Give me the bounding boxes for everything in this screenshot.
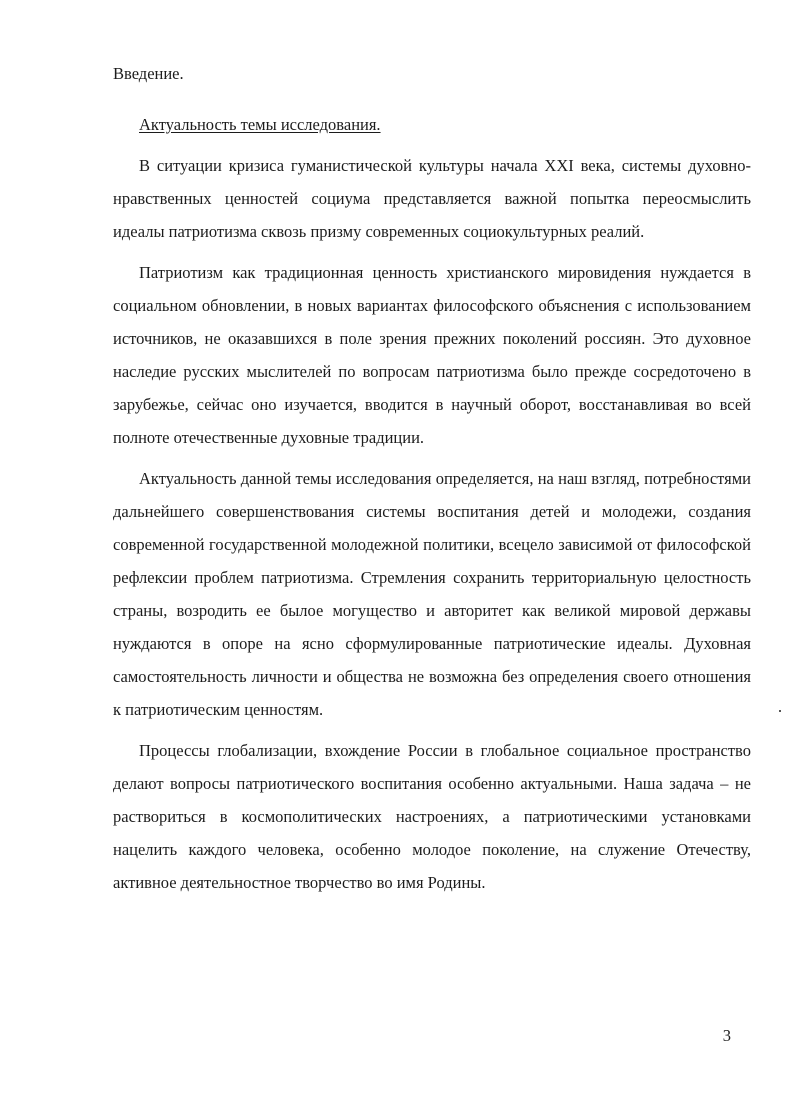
body-paragraph: Процессы глобализации, вхождение России в глобальное социальное пространство делают вопросы патриотического воспитания особенно актуальными. Наша задача – не раствориться в космополитических настроениях, а патриотическими установками нацелить каждого человека, особенно молодое поколение, на служение Отечеству, активное деятельностное творчество во имя Родины. [113,741,751,892]
page-number: 3 [722,1026,731,1045]
margin-mark [779,710,781,712]
subsection-heading: Актуальность темы исследования. [139,114,381,134]
body-paragraph: Патриотизм как традиционная ценность христианского мировидения нуждается в социальном обновлении, в новых вариантах философского объяснения с использованием источников, не оказавшихся в поле зрения прежних поколений россиян. Это духовное наследие русских мыслителей по вопросам патриотизма было прежде сосредоточено в зарубежье, сейчас оно изучается, вводится в научный оборот, восстанавливая во всей полноте отечественные духовные традиции. [113,263,751,447]
section-heading: Введение. [113,64,184,83]
body-paragraph: В ситуации кризиса гуманистической культуры начала XXI века, системы духовно-нравственных ценностей социума представляется важной попытка переосмыслить идеалы патриотизма сквозь призму современных социокультурных реалий. [113,156,751,241]
body-paragraph: Актуальность данной темы исследования определяется, на наш взгляд, потребностями дальнейшего совершенствования системы воспитания детей и молодежи, создания современной государственной молодежной политики, всецело зависимой от философской рефлексии проблем патриотизма. Стремления сохранить территориальную целостность страны, возродить ее былое могущество и авторитет как великой мировой державы нуждаются в опоре на ясно сформулированные патриотические идеалы. Духовная самостоятельность личности и общества не возможна без определения своего отношения к патриотическим ценностям. [113,469,751,719]
page-body [113,66,751,899]
